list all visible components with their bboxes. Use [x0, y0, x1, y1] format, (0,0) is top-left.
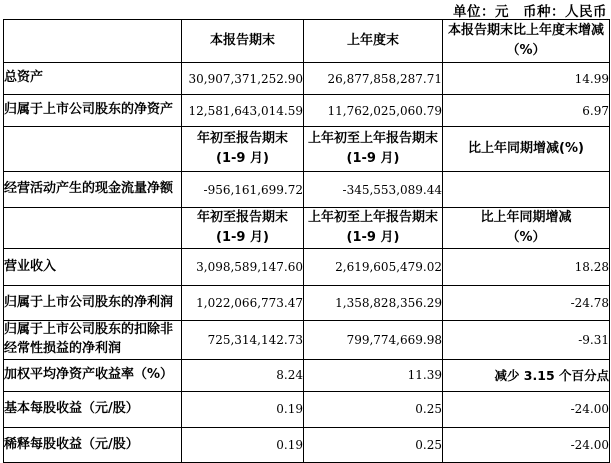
cash-flow-change-empty-cell	[443, 172, 610, 208]
header1-current-period-end: 本报告期末	[182, 20, 304, 63]
diluted-eps-prior: 0.25	[304, 427, 443, 462]
header2-current-line1: 年初至报告期末	[196, 130, 288, 146]
financial-summary-table	[3, 19, 610, 463]
header-row-ytd-income	[4, 208, 610, 249]
row-net-assets	[4, 95, 610, 127]
header3-current-ytd	[182, 208, 304, 249]
net-profit-deducted-current: 725,314,142.73	[182, 321, 304, 360]
header3-prior-line2: (1-9 月)	[346, 230, 400, 246]
revenue-change: 18.28	[443, 249, 610, 286]
header3-blank-cell	[4, 208, 182, 249]
header2-prior-ytd	[304, 127, 443, 172]
header1-prior-year-end: 上年度末	[304, 20, 443, 63]
basic-eps-prior: 0.25	[304, 391, 443, 427]
header2-blank-cell	[4, 127, 182, 172]
unit-currency-label: 单位：元 币种：人民币	[453, 4, 607, 20]
header2-prior-line1: 上年初至上年报告期末	[307, 130, 438, 146]
weighted-roe-change: 减少 3.15 个百分点	[443, 359, 610, 391]
row-revenue	[4, 249, 610, 286]
net-profit-change: -24.78	[443, 286, 610, 321]
row-net-profit	[4, 286, 610, 321]
net-assets-change: 6.97	[443, 95, 610, 127]
row-total-assets	[4, 63, 610, 95]
weighted-roe-current: 8.24	[182, 359, 304, 391]
row-basic-eps	[4, 391, 610, 427]
header-row-ytd-cashflow	[4, 127, 610, 172]
net-profit-deducted-label: 归属于上市公司股东的扣除非经常性损益的净利润	[4, 321, 182, 360]
diluted-eps-label: 稀释每股收益（元/股）	[4, 427, 182, 462]
revenue-label: 营业收入	[4, 249, 182, 286]
diluted-eps-current: 0.19	[182, 427, 304, 462]
net-assets-prior: 11,762,025,060.79	[304, 95, 443, 127]
header3-change-line1: 比上年同期增减	[480, 210, 572, 225]
header3-prior-line1: 上年初至上年报告期末	[307, 210, 438, 225]
header-row-period-end	[4, 20, 610, 63]
row-net-profit-deducted	[4, 321, 610, 360]
total-assets-change: 14.99	[443, 63, 610, 95]
header1-change-pct	[443, 20, 610, 63]
cash-flow-current: -956,161,699.72	[182, 172, 304, 208]
revenue-prior: 2,619,605,479.02	[304, 249, 443, 286]
diluted-eps-change: -24.00	[443, 427, 610, 462]
net-profit-label: 归属于上市公司股东的净利润	[4, 286, 182, 321]
header3-change-pct	[443, 208, 610, 249]
header1-change-line2: （%）	[506, 43, 546, 58]
net-profit-deducted-prior: 799,774,669.98	[304, 321, 443, 360]
header3-current-line2: (1-9 月)	[216, 230, 269, 246]
header3-current-line1: 年初至报告期末	[196, 210, 288, 225]
total-assets-prior: 26,877,858,287.71	[304, 63, 443, 95]
row-weighted-roe	[4, 359, 610, 391]
net-assets-label: 归属于上市公司股东的净资产	[4, 95, 182, 127]
net-assets-current: 12,581,643,014.59	[182, 95, 304, 127]
header2-prior-line2: (1-9 月)	[346, 151, 400, 166]
header2-current-line2: (1-9 月)	[216, 151, 269, 166]
net-profit-prior: 1,358,828,356.29	[304, 286, 443, 321]
basic-eps-label: 基本每股收益（元/股）	[4, 391, 182, 427]
weighted-roe-prior: 11.39	[304, 359, 443, 391]
revenue-current: 3,098,589,147.60	[182, 249, 304, 286]
row-operating-cash-flow	[4, 172, 610, 208]
header1-change-line1: 本报告期末比上年度末增减	[447, 22, 604, 38]
total-assets-label: 总资产	[4, 63, 182, 95]
cash-flow-label: 经营活动产生的现金流量净额	[4, 172, 182, 208]
total-assets-current: 30,907,371,252.90	[182, 63, 304, 95]
header1-blank-cell	[4, 20, 182, 63]
header2-current-ytd	[182, 127, 304, 172]
cash-flow-prior: -345,553,089.44	[304, 172, 443, 208]
weighted-roe-label: 加权平均净资产收益率（%）	[4, 359, 182, 391]
header3-prior-ytd	[304, 208, 443, 249]
net-profit-current: 1,022,066,773.47	[182, 286, 304, 321]
basic-eps-change: -24.00	[443, 391, 610, 427]
basic-eps-current: 0.19	[182, 391, 304, 427]
row-diluted-eps	[4, 427, 610, 462]
header2-change-pct: 比上年同期增减(%)	[443, 127, 610, 172]
net-profit-deducted-change: -9.31	[443, 321, 610, 360]
header3-change-line2: （%）	[506, 230, 546, 246]
